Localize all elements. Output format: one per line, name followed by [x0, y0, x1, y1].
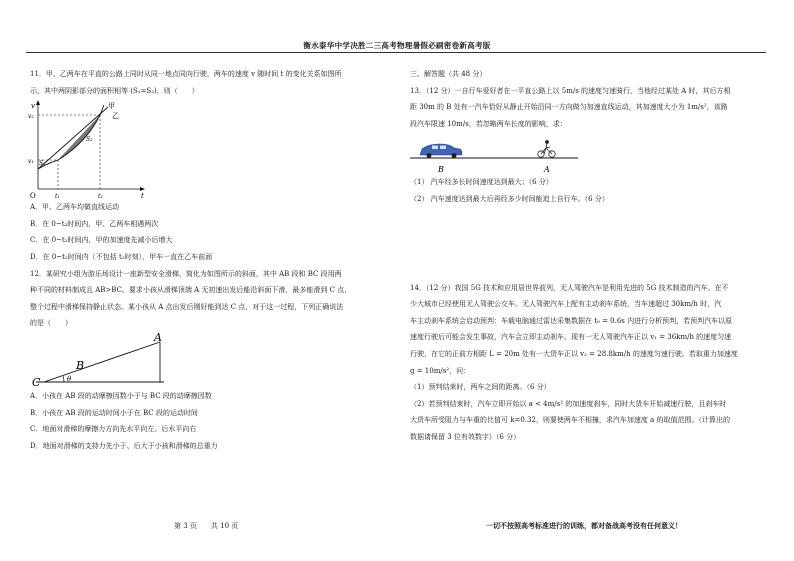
q14-part-2-line3: 数据请保留 3 位有效数字）（6 分）: [410, 432, 521, 441]
q13-part-1: （1） 汽车经多长时间速度达到最大；（6 分）: [410, 178, 553, 187]
graph-s1-label: S₁: [39, 160, 46, 168]
right-column: [410, 66, 770, 446]
left-column: [30, 66, 382, 454]
q13-part-2: （2） 汽车速度达到最大后再经多少时间能追上自行车。（6 分）: [410, 194, 609, 203]
q13-stem-line2: 距 30m 的 B 处有一汽车恰好从静止开始沿同一方向做匀加速直线运动，其加速度大小为 1m/s²，该路: [410, 103, 728, 112]
bicycle-icon: [538, 141, 555, 158]
q14-line-4: 速度行驶后可能会发生事故，汽车会立即主动刹车。现有一无人驾驶汽车正以 v₁ = 36km/h 的速度匀速: [410, 333, 732, 342]
section-title: 三、解答题（共 48 分）: [410, 70, 487, 78]
graph-v2-label: v₂: [28, 113, 34, 121]
graph-v-axis-label: v: [31, 102, 35, 111]
q11-option-b: B．在 0~t₂时间内，甲、乙两车相遇两次: [30, 219, 159, 228]
q14-line-2: 少大城市已经使用无人驾驶公交车。无人驾驶汽车上配有主动刹车系统，当车速超过 30km/h 时，汽: [410, 300, 722, 309]
fig12-label-b: B: [76, 358, 85, 372]
page-number: 第 3 页 共 10 页: [174, 522, 239, 530]
q11-stem-line2: 示，其中两阴影部分的面积相等 (S₁=S₂)，则（ ）: [30, 86, 199, 95]
graph-jia-label: 甲: [108, 102, 115, 111]
q11-stem-line1: 11．甲、乙两车在平直的公路上同时从同一地点同向行驶，两车的速度 v 随时间 t 的变化关系如图所: [30, 70, 342, 78]
graph-v1-label: v₁: [28, 158, 34, 166]
q14-line-3: 车主动刹车系统会启动预判：车载电脑通过雷达采集数据在 t₀ = 0.6s 内进行分析预判，若预判汽车以原: [410, 316, 733, 325]
q12-slide-figure: [30, 332, 170, 388]
q12-stem-line3: 整个过程中滑梯保持静止状态。某小孩从 A 点出发后刚好能到达 C 点，对于这一过程，下列正确说法: [30, 302, 344, 311]
graph-origin-label: O: [30, 192, 36, 200]
q12-stem-line1: 12．某研究小组为游乐场设计一座新型安全滑梯，简化为如图所示的斜面，其中 AB 段和 BC 段用两: [30, 269, 342, 278]
q14-line-5: 行驶，在它的正前方相距 L = 20m 处有一大货车正以 v₂ = 28.8km/h 的速度匀速行驶。若取重力加速度: [410, 349, 738, 358]
answer-space: [410, 208, 770, 280]
q14-part-2-line2: 大货车所受阻力与车重的比值可 k=0.32，则要使两车不相撞，求汽车加速度 a 的取值范围。（计算出的: [410, 416, 731, 425]
fig12-label-c: C: [32, 375, 41, 388]
car-icon: [420, 144, 462, 158]
graph-s2-label: S₂: [86, 136, 93, 144]
page-header-title: 衡水泰华中学决胜二三高考物理暑假必刷密卷新高考版: [303, 41, 491, 50]
header-divider: [26, 52, 766, 53]
graph-yi-label: 乙: [112, 112, 119, 121]
q14-part-2-line1: （2）若预判结束时，汽车立即开始以 a < 4m/s² 的加速度刹车，同时大货车开始减速行驶，且刹车时: [410, 399, 727, 408]
q12-stem-line4: 的是（ ）: [30, 319, 72, 328]
q11-option-a: A．甲、乙两车均做直线运动: [30, 203, 120, 212]
fig13-label-b: B: [438, 165, 444, 175]
q13-road-figure: [410, 134, 580, 174]
fig13-label-a: A: [544, 165, 550, 175]
q14-line-1: 14．（12 分）我国 5G 技术和应用居世界前列，无人驾驶汽车是利用先进的 5G 技术制造的汽车。在不: [410, 283, 729, 292]
graph-t2-label: t₂: [98, 193, 103, 200]
fig12-label-a: A: [154, 331, 162, 344]
q13-stem-line1: 13．（12 分）一自行车爱好者在一平直公路上以 5m/s 的速度匀速骑行，当他经过某处 A 时，其后方相: [410, 86, 731, 95]
q12-option-b: B．小孩在 AB 段的运动时间小于在 BC 段的运动时间: [30, 408, 198, 417]
q11-option-c: C．在 0~t₂时间内，甲的加速度先减小后增大: [30, 236, 173, 245]
graph-t-axis-label: t: [141, 192, 144, 200]
q12-stem-line2: 种不同的材料制成且 AB>BC。要求小孩从滑梯顶端 A 无初速出发后能沿斜面下滑，最多能滑到 C 点，: [30, 286, 352, 295]
fig12-label-theta: θ: [67, 374, 72, 383]
footer-motto: 一切不按照高考标准进行的训练，都对备战高考没有任何意义！: [486, 521, 682, 530]
q11-option-d: D．在 0~t₂时间内（不包括 t₂时刻），甲车一直在乙车前面: [30, 252, 213, 261]
q12-option-a: A．小孩在 AB 段的动摩擦因数小于与 BC 段的动摩擦因数: [30, 391, 212, 400]
graph-t1-label: t₁: [55, 193, 60, 200]
q14-part-1: （1）预判结束时，两车之间的距离。（6 分）: [410, 383, 551, 392]
q13-stem-line3: 段汽车限速 10m/s，若忽略两车长度的影响，求：: [410, 119, 567, 128]
q14-line-6: g = 10m/s²，问：: [410, 366, 471, 375]
q12-option-d: D．地面对滑梯的支持力先小于、后大于小孩和滑梯的总重力: [30, 441, 218, 450]
q12-option-c: C．地面对滑梯的摩擦力方向先水平向左、后水平向右: [30, 425, 197, 434]
q11-vt-graph: [28, 99, 148, 199]
